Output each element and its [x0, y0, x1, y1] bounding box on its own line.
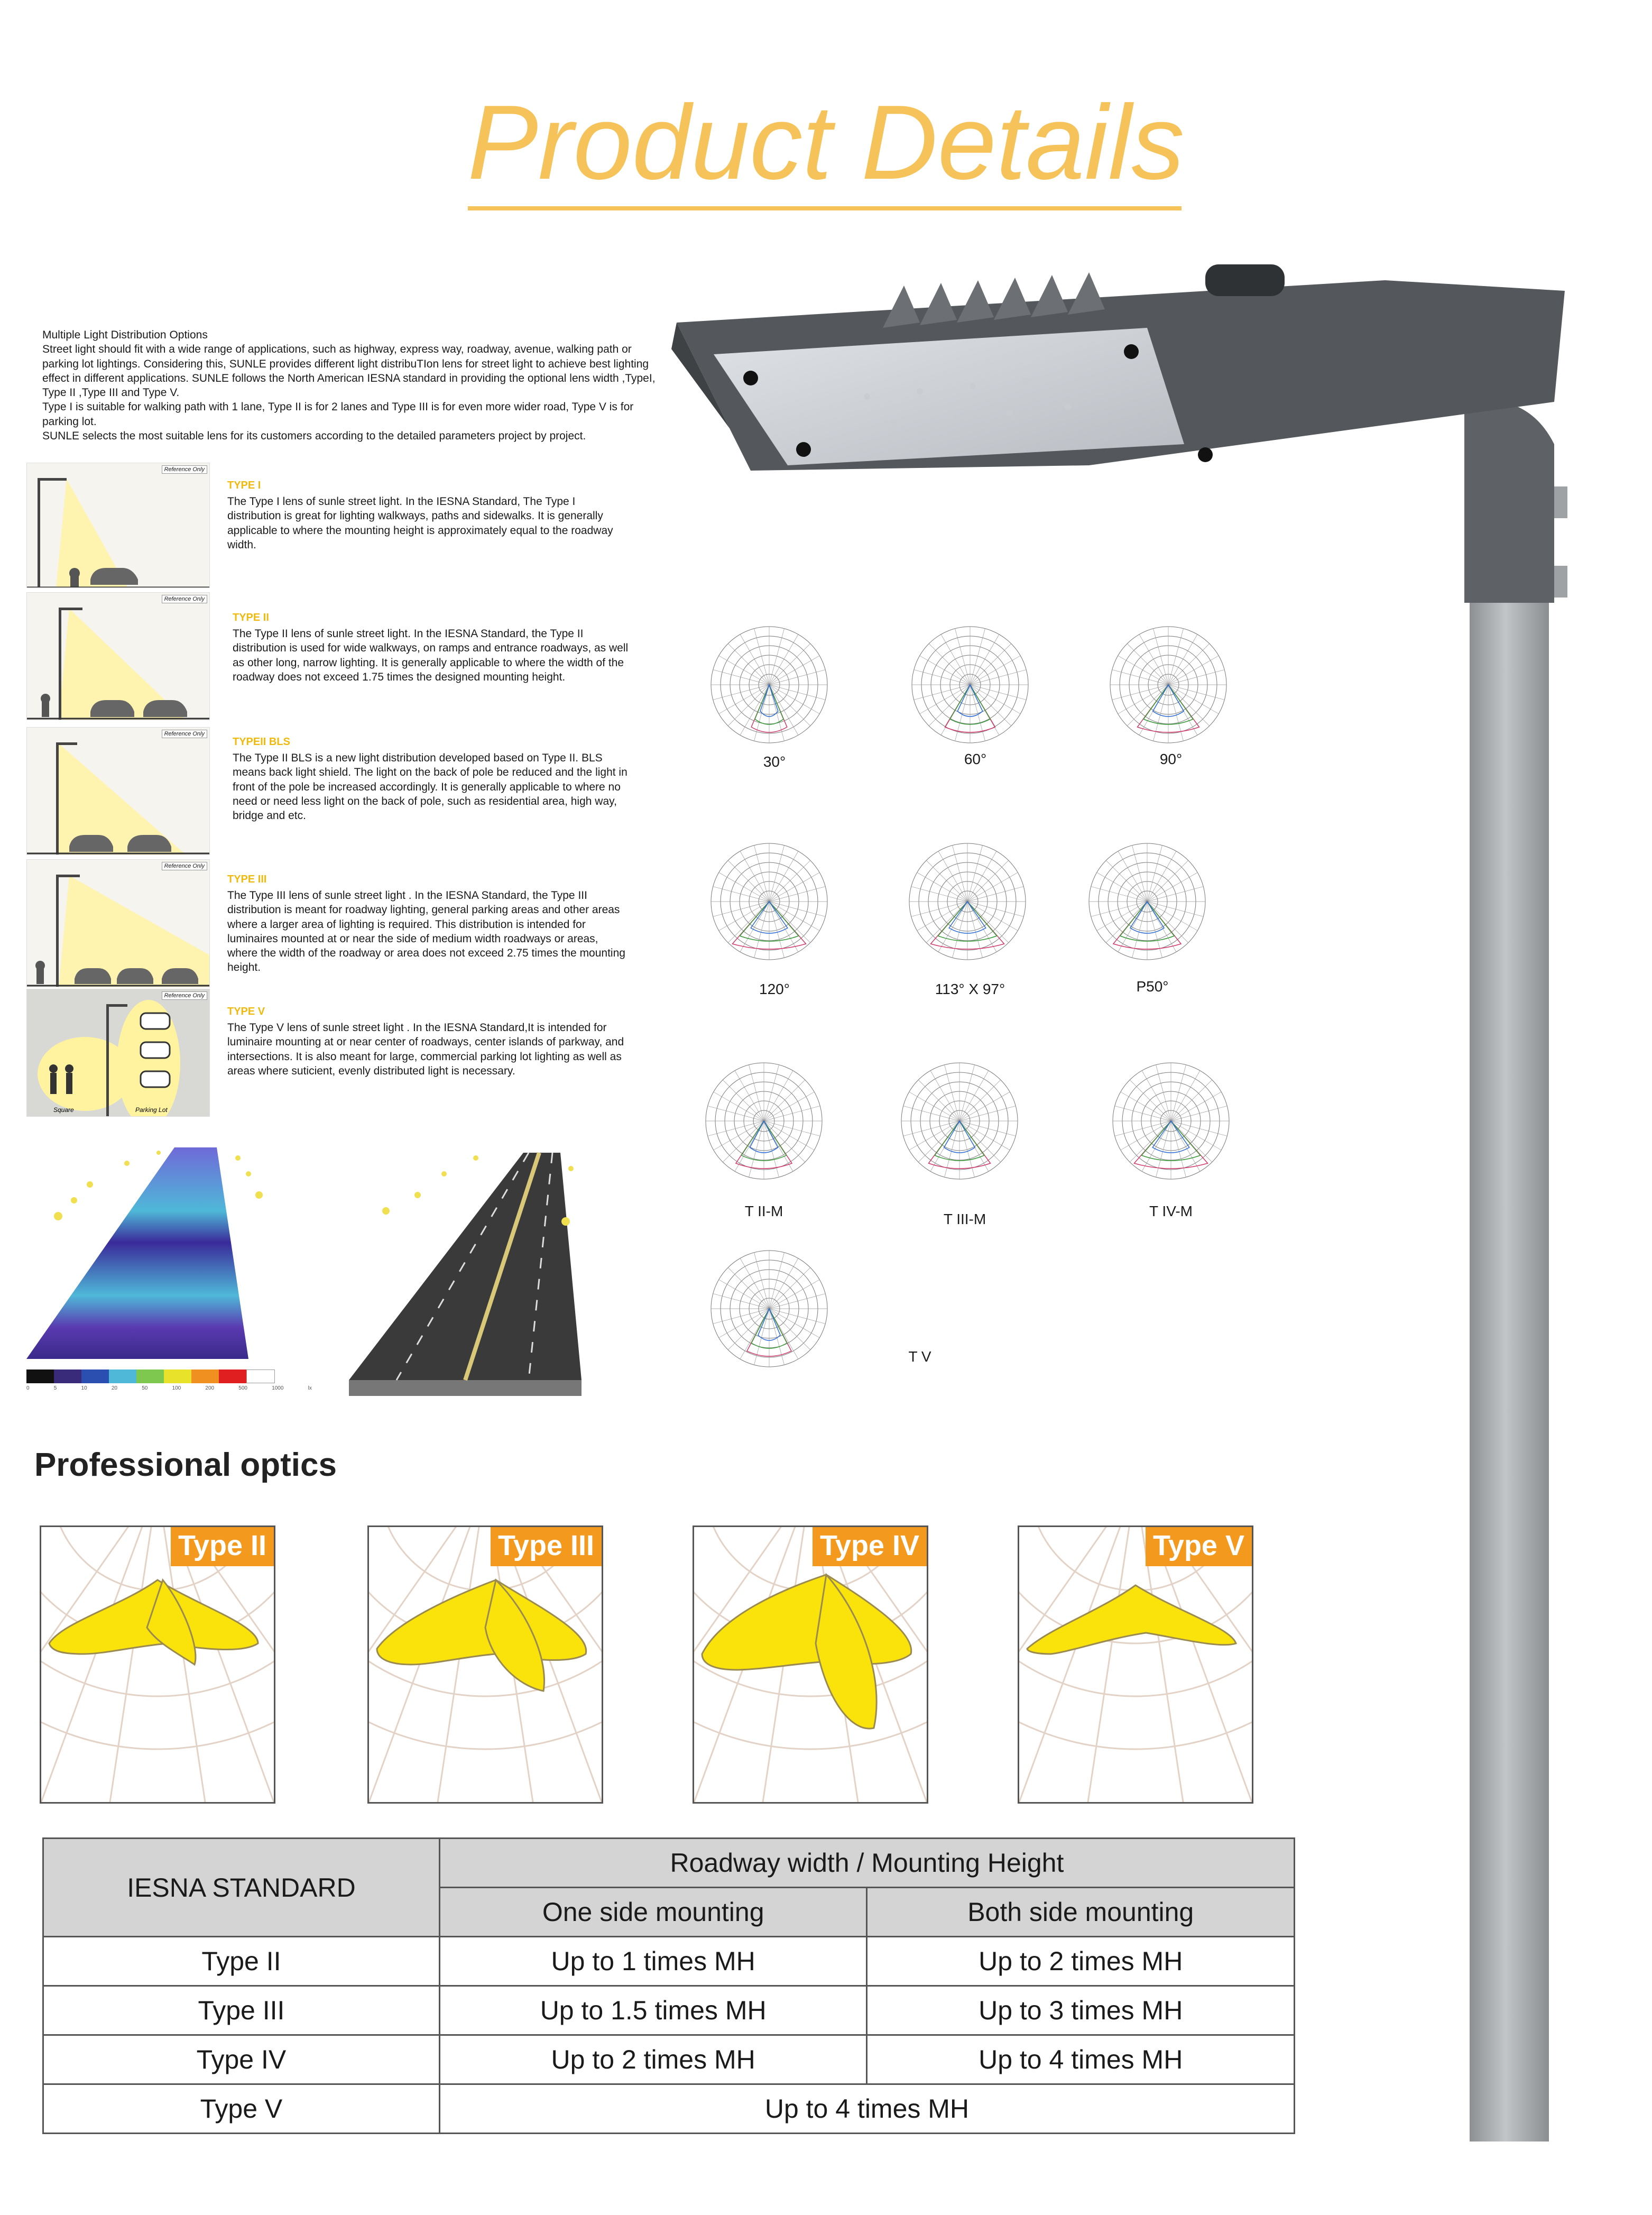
colorbar-swatch	[219, 1370, 246, 1383]
type1-text: The Type I lens of sunle street light. In the IESNA Standard, The Type I distribution is great for lighting walkways, paths and sidewalks. It is generally applicable to where the mounting height is approximately equal to the roadway width.	[227, 495, 613, 551]
colorbar-label: 0	[26, 1385, 30, 1391]
type3-optic-diagram	[369, 1527, 602, 1802]
table-header-roadway: Roadway width / Mounting Height	[439, 1839, 1294, 1888]
intro-heading: Multiple Light Distribution Options	[42, 329, 208, 341]
intro-paragraph-2: Type I is suitable for walking path with 1 lane, Type II is for 2 lanes and Type III is for even more wider road, Type V is for parking lot.	[42, 401, 634, 428]
table-cell-type: Type IV	[43, 2035, 440, 2084]
polar-diagram-label: T IV-M	[1149, 1203, 1193, 1219]
title-underline	[468, 206, 1182, 210]
type2bls-illustration	[26, 727, 210, 855]
page-title: Product Details	[467, 84, 1185, 201]
polar-diagram-label: 120°	[759, 981, 790, 997]
polar-diagram-label: T II-M	[744, 1203, 783, 1219]
colorbar-swatch	[54, 1370, 81, 1383]
type2bls-scene-image	[27, 728, 209, 854]
polar-diagram-label: T V	[908, 1348, 931, 1365]
road-render-image	[349, 1137, 582, 1396]
colorbar-label: 1000	[272, 1385, 284, 1391]
polar-diagram-label: T III-M	[943, 1211, 986, 1227]
type2-optic-diagram	[41, 1527, 274, 1802]
type5-illustration	[26, 989, 210, 1117]
table-cell-both: Up to 4 times MH	[867, 2035, 1295, 2084]
polar-diagram-label: P50°	[1136, 978, 1169, 995]
reference-only-badge: Reference Only	[162, 730, 207, 738]
colorbar-swatch	[109, 1370, 136, 1383]
type5-label-square: Square	[53, 1106, 74, 1114]
type3-scene-image	[27, 860, 209, 987]
colorbar-label: 200	[205, 1385, 215, 1391]
type5-tag: Type V	[1146, 1527, 1252, 1566]
reference-only-badge: Reference Only	[162, 862, 207, 870]
reference-only-badge: Reference Only	[162, 465, 207, 474]
table-cell-type: Type II	[43, 1937, 440, 1986]
type5-description	[227, 1005, 629, 1078]
reference-only-badge: Reference Only	[162, 595, 207, 603]
type1-description	[227, 479, 629, 552]
table-header-both-side: Both side mounting	[867, 1888, 1295, 1937]
table-cell-merged: Up to 4 times MH	[439, 2084, 1294, 2134]
colorbar-label: 50	[142, 1385, 148, 1391]
type1-scene-image	[27, 463, 209, 587]
polar-diagram-label: 60°	[964, 751, 987, 767]
table-cell-type: Type V	[43, 2084, 440, 2134]
optic-card-type2	[40, 1525, 275, 1804]
type2bls-text: The Type II BLS is a new light distribution developed based on Type II. BLS means back light shield. The light on the back of pole be reduced and the light in front of the pole be increased accordingly. It is generally applicable to where no need or need less light on the back of pole, such as residential area, high way, bridge and etc.	[233, 752, 627, 822]
street-light-product-image	[656, 243, 1652, 2142]
type5-title: TYPE V	[227, 1006, 265, 1017]
colorbar-swatch	[26, 1370, 54, 1383]
intro-paragraph-3: SUNLE selects the most suitable lens for its customers according to the detailed parameters project by project.	[42, 430, 586, 443]
colorbar-label: 5	[53, 1385, 57, 1391]
table-cell-one: Up to 2 times MH	[439, 2035, 867, 2084]
table-header-one-side: One side mounting	[439, 1888, 867, 1937]
colorbar-label: 100	[172, 1385, 181, 1391]
table-cell-both: Up to 2 times MH	[867, 1937, 1295, 1986]
type5-text: The Type V lens of sunle street light . In the IESNA Standard,It is intended for luminaire mounting at or near center of roadways, center islands of parkway, and intersections. It is also meant for large, commercial parking lot lighting as well as areas where suticient, evenly distributed light is necessary.	[227, 1022, 624, 1077]
type2-tag: Type II	[171, 1527, 274, 1566]
type3-title: TYPE III	[227, 874, 267, 885]
colorbar-swatch	[164, 1370, 191, 1383]
type5-label-parking: Parking Lot	[135, 1106, 168, 1114]
type3-description	[227, 872, 629, 975]
optic-card-type3	[367, 1525, 603, 1804]
reference-only-badge: Reference Only	[162, 991, 207, 1000]
type2-text: The Type II lens of sunle street light. In the IESNA Standard, the Type II distribution is used for wide walkways, on ramps and entrance roadways, as well as other long, narrow lighting. It is generally applicable to where the width of the roadway does not exceed 1.75 times the designed mounting height.	[233, 628, 629, 683]
colorbar-swatch	[81, 1370, 109, 1383]
intro-text	[42, 328, 666, 443]
table-header-standard: IESNA STANDARD	[43, 1839, 440, 1937]
table-cell-one: Up to 1 times MH	[439, 1937, 867, 1986]
type2-illustration	[26, 592, 210, 720]
colorbar-label: 500	[238, 1385, 247, 1391]
polar-diagram-label: 30°	[763, 753, 786, 770]
colorbar-swatch	[191, 1370, 219, 1383]
polar-diagram-label: 90°	[1159, 751, 1183, 767]
type2-scene-image	[27, 593, 209, 720]
optics-section-title: Professional optics	[34, 1447, 337, 1483]
colorbar-label: 10	[81, 1385, 87, 1391]
illuminance-colorbar	[26, 1370, 275, 1383]
type3-tag: Type III	[491, 1527, 602, 1566]
table-cell-type: Type III	[43, 1986, 440, 2035]
illuminance-heatmap-image	[26, 1137, 312, 1385]
intro-paragraph-1: Street light should fit with a wide range of applications, such as highway, express way, roadway, avenue, walking path or parking lot lightings. Considering this, SUNLE provides different light distribuTIon lens for street light to achieve best lighting effect in different applications. SUNLE follows the North American IESNA standard in providing the optional lens width ,TypeI, Type II ,Type III and Type V.	[42, 343, 656, 399]
type1-illustration	[26, 463, 210, 588]
type1-title: TYPE I	[227, 480, 261, 491]
type2bls-title: TYPEII BLS	[233, 736, 290, 748]
colorbar-swatch	[136, 1370, 164, 1383]
type3-text: The Type III lens of sunle street light . In the IESNA Standard, the Type III distribution is meant for roadway lighting, general parking areas and other areas where a larger area of lighting is required. This distribution is intended for luminaires mounted at or near the side of medium width roadways or areas, where the width of the roadway or area does not exceed 2.75 times the mounting height.	[227, 889, 625, 974]
type2-description	[233, 611, 634, 684]
type5-scene-image	[27, 989, 209, 1116]
table-cell-one: Up to 1.5 times MH	[439, 1986, 867, 2035]
type3-illustration	[26, 859, 210, 987]
type4-tag: Type IV	[813, 1527, 927, 1566]
colorbar-label: lx	[308, 1385, 312, 1391]
type2bls-description	[233, 735, 634, 823]
colorbar-labels	[26, 1385, 312, 1391]
polar-diagram-label: 113° X 97°	[935, 981, 1005, 997]
table-cell-both: Up to 3 times MH	[867, 1986, 1295, 2035]
colorbar-swatch	[246, 1370, 275, 1383]
type2-title: TYPE II	[233, 612, 269, 623]
colorbar-label: 20	[111, 1385, 117, 1391]
